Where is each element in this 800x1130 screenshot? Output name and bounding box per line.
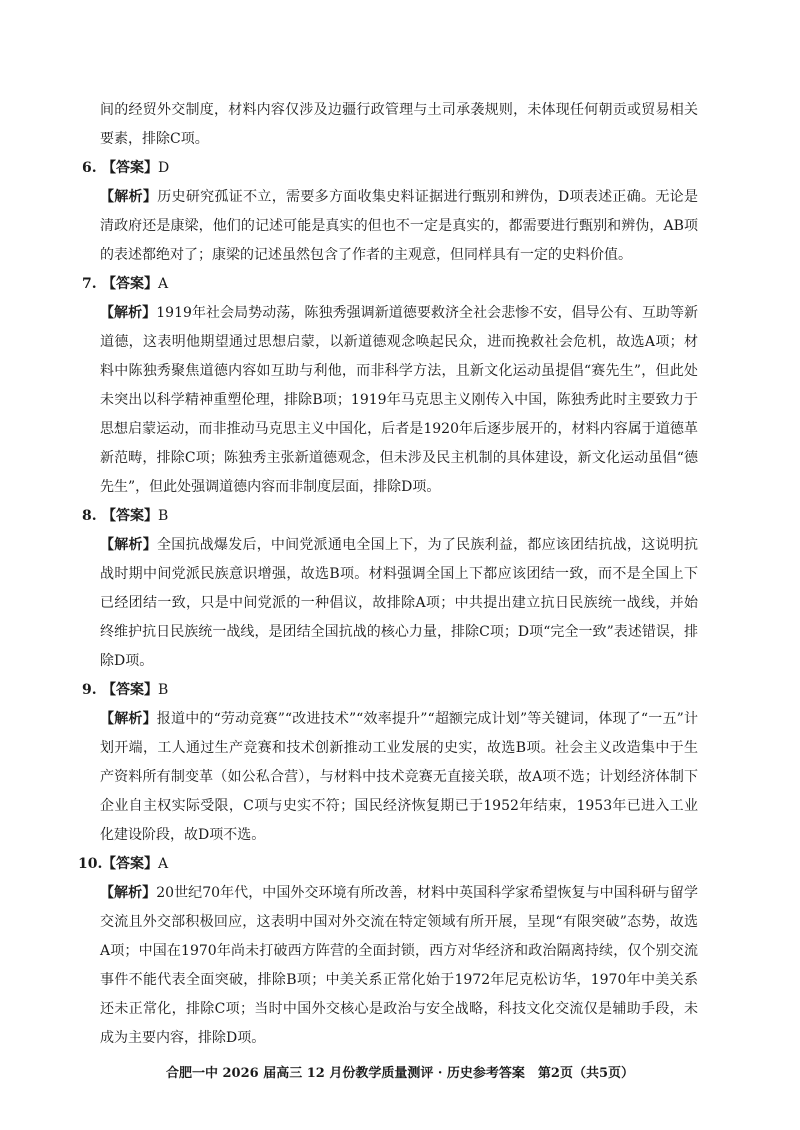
- continuation-paragraph: 间的经贸外交制度，材料内容仅涉及边疆行政管理与土司承袭规则，未体现任何朝贡或贸易相关要素，排除C项。: [100, 102, 698, 147]
- analysis-text: 全国抗战爆发后，中间党派通电全国上下，为了民族利益，都应该团结抗战，这说明抗战时期中间党派民族意识增强，故选B项。材料强调全国上下都应该团结一致，而不是全国上下已经团结一致，只是中间党派的一种倡议，故排除A项；中共提出建立抗日民族统一战线，并始终维护抗日民族统一战线，是团结全国抗战的核心力量，排除C项；D项“完全一致”表述错误，排除D项。: [100, 537, 699, 669]
- answer-label: 【答案】: [102, 508, 158, 524]
- answer-letter: D: [158, 160, 170, 176]
- question-9-analysis: [100, 705, 698, 850]
- analysis-label: 【解析】: [100, 711, 157, 727]
- question-number: 10.: [78, 856, 103, 872]
- question-number: 9.: [82, 682, 97, 698]
- answer-letter: A: [158, 276, 169, 292]
- analysis-label: 【解析】: [100, 885, 157, 901]
- question-number: 6.: [82, 160, 97, 176]
- analysis-text: 报道中的“劳动竞赛”“改进技术”“效率提升”“超额完成计划”等关键词，体现了“一五”计划开端，工人通过生产竞赛和技术创新推动工业发展的史实，故选B项。社会主义改造集中于生产资料所有制变革（如公私合营），与材料中技术竞赛无直接关联，故A项不选；计划经济体制下企业自主权实际受限，C项与史实不符；国民经济恢复期已于1952年结束，1953年已进入工业化建设阶段，故D项不选。: [100, 711, 699, 843]
- question-number: 7.: [82, 276, 97, 292]
- analysis-text: 1919年社会局势动荡，陈独秀强调新道德要救济全社会悲惨不安，倡导公有、互助等新道德，这表明他期望通过思想启蒙，以新道德观念唤起民众，进而挽救社会危机，故选A项；材料中陈独秀聚焦道德内容如互助与利他，而非科学方法，且新文化运动虽提倡“赛先生”，但此处未突出以科学精神重塑伦理，排除B项；1919年马克思主义刚传入中国，陈独秀此时主要致力于思想启蒙运动，而非推动马克思主义中国化，后者是1920年后逐步展开的，材料内容属于道德革新范畴，排除C项；陈独秀主张新道德观念，但未涉及民主机制的具体建设，新文化运动虽倡“德先生”，但此处强调道德内容而非制度层面，排除D项。: [100, 305, 699, 495]
- question-6-analysis: [100, 183, 698, 270]
- question-7-analysis: [100, 299, 698, 502]
- question-10-answer: [78, 850, 698, 879]
- question-7-answer: [82, 270, 698, 299]
- answer-label: 【答案】: [102, 682, 158, 698]
- analysis-label: 【解析】: [100, 537, 157, 553]
- question-9-answer: [82, 676, 698, 705]
- answer-label: 【答案】: [102, 160, 158, 176]
- answer-letter: B: [158, 682, 169, 698]
- question-6-answer: [82, 154, 698, 183]
- question-8-analysis: [100, 531, 698, 676]
- question-number: 8.: [82, 508, 97, 524]
- analysis-label: 【解析】: [100, 305, 157, 321]
- analysis-text: 20世纪70年代，中国外交环境有所改善，材料中英国科学家希望恢复与中国科研与留学交流且外交部积极回应，这表明中国对外交流在特定领域有所开展，呈现“有限突破”态势，故选A项；中国在1970年尚未打破西方阵营的全面封锁，西方对华经济和政治隔离持续，仅个别交流事件不能代表全面突破，排除B项；中美关系正常化始于1972年尼克松访华，1970年中美关系还未正常化，排除C项；当时中国外交核心是政治与安全战略，科技文化交流仅是辅助手段，未成为主要内容，排除D项。: [100, 885, 698, 1046]
- answer-letter: A: [158, 856, 169, 872]
- analysis-text: 历史研究孤证不立，需要多方面收集史料证据进行甄别和辨伪，D项表述正确。无论是清政府还是康梁，他们的记述可能是真实的但也不一定是真实的，都需要进行甄别和辨伪，AB项的表述都绝对了；康梁的记述虽然包含了作者的主观意，但同样具有一定的史料价值。: [100, 189, 698, 263]
- question-10-analysis: [100, 879, 698, 1053]
- answer-letter: B: [158, 508, 169, 524]
- answer-label: 【答案】: [102, 276, 158, 292]
- analysis-label: 【解析】: [100, 189, 158, 205]
- answer-label: 【答案】: [102, 856, 158, 872]
- answer-content: [78, 96, 699, 1053]
- page-footer: 合肥一中 2026 届高三 12 月份教学质量测评 · 历史参考答案 第2页（共5页）: [165, 1066, 635, 1081]
- question-8-answer: [82, 502, 698, 531]
